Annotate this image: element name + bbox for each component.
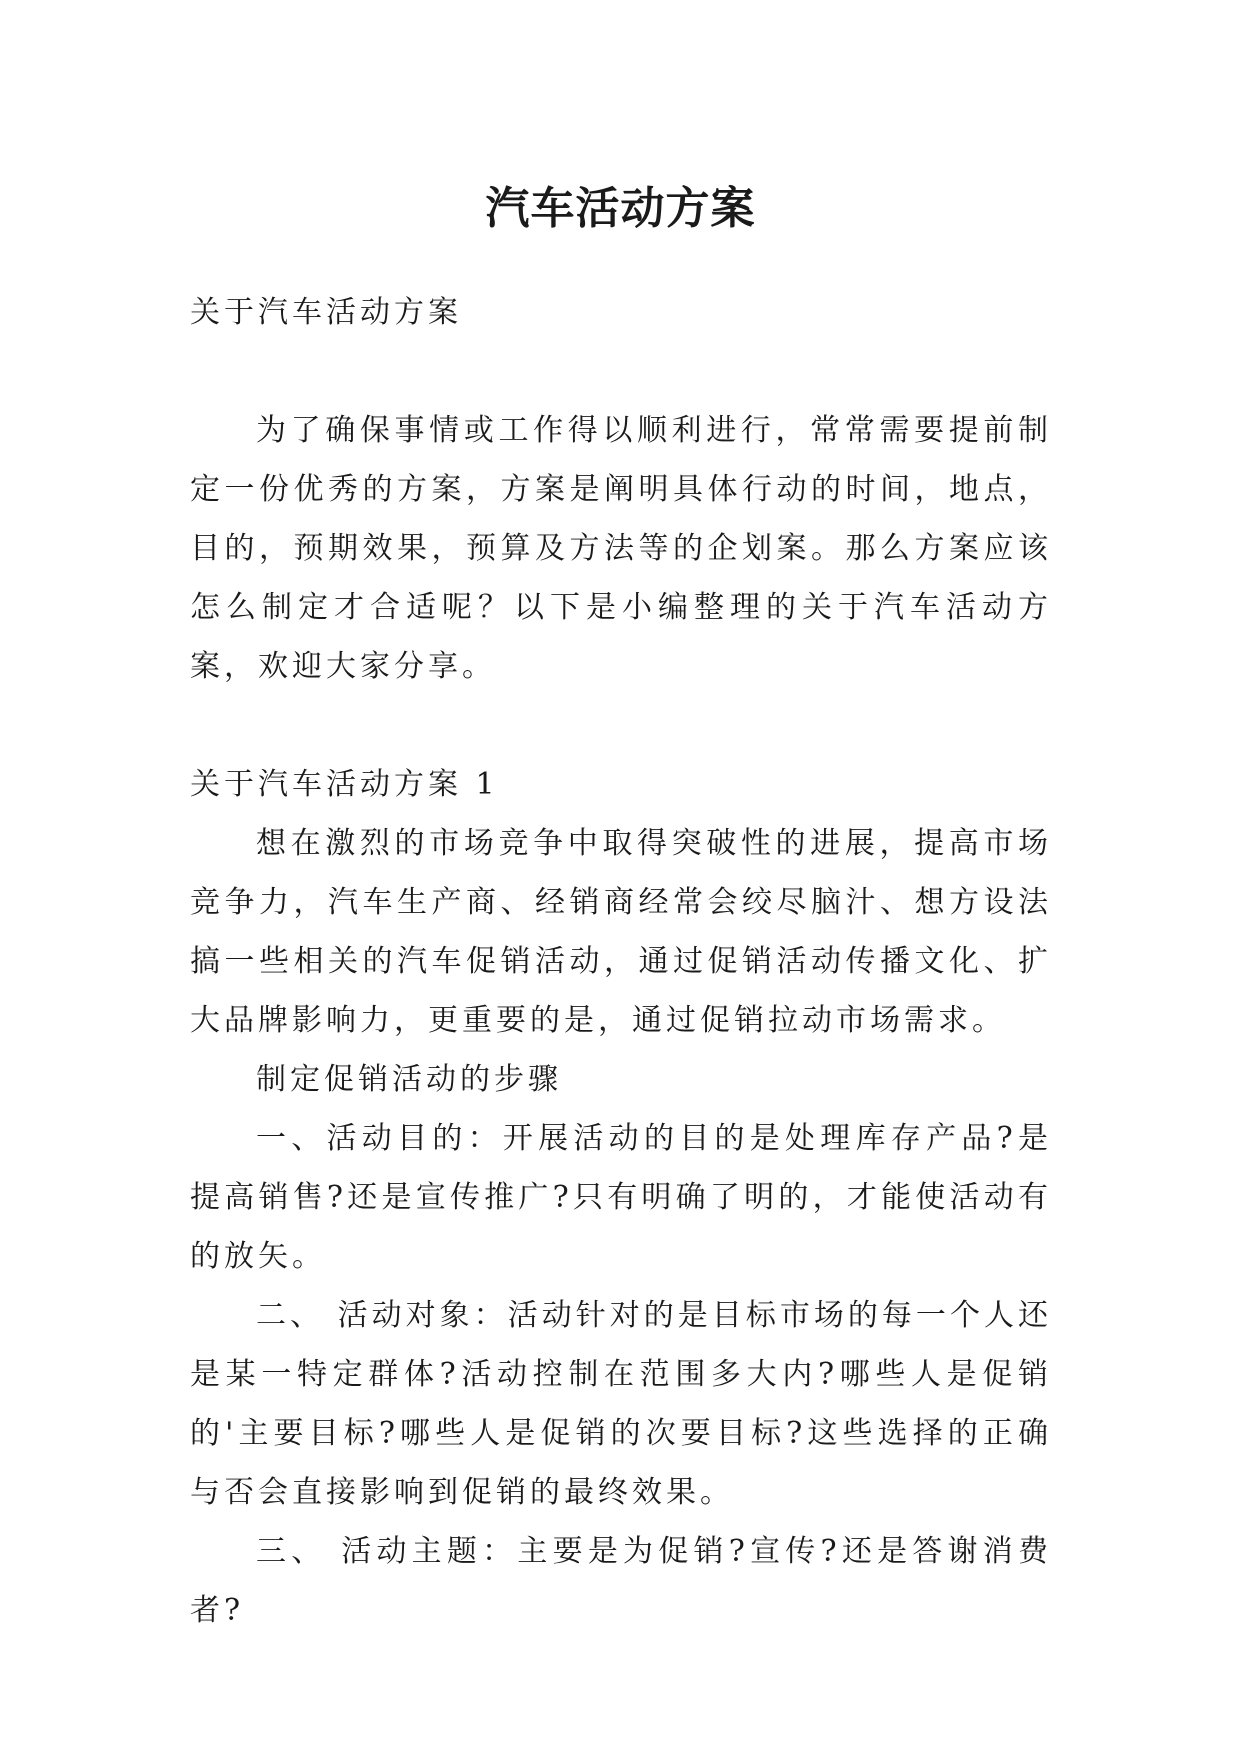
document-body [190, 283, 1052, 1640]
intro-paragraph: 为了确保事情或工作得以顺利进行，常常需要提前制定一份优秀的方案，方案是阐明具体行动的时间，地点，目的，预期效果，预算及方法等的企划案。那么方案应该怎么制定才合适呢？以下是小编整理的关于汽车活动方案，欢迎大家分享。 [190, 413, 1052, 684]
spacer [190, 342, 1052, 401]
section-heading: 关于汽车活动方案 1 [190, 767, 499, 802]
spacer [190, 696, 1052, 755]
body-paragraph: 一、活动目的：开展活动的目的是处理库存产品?是提高销售?还是宣传推广?只有明确了明的，才能使活动有的放矢。 [190, 1121, 1052, 1274]
body-paragraph: 二、 活动对象：活动针对的是目标市场的每一个人还是某一特定群体?活动控制在范围多大内?哪些人是促销的'主要目标?哪些人是促销的次要目标?这些选择的正确与否会直接影响到促销的最终效果。 [190, 1298, 1052, 1510]
body-paragraph: 想在激烈的市场竞争中取得突破性的进展，提高市场竞争力，汽车生产商、经销商经常会绞尽脑汁、想方设法搞一些相关的汽车促销活动，通过促销活动传播文化、扩大品牌影响力，更重要的是，通过促销拉动市场需求。 [190, 826, 1052, 1038]
body-paragraph: 三、 活动主题：主要是为促销?宣传?还是答谢消费者? [190, 1534, 1052, 1628]
document-title: 汽车活动方案 [485, 183, 756, 235]
body-paragraph: 制定促销活动的步骤 [256, 1062, 562, 1097]
intro-heading: 关于汽车活动方案 [190, 295, 462, 330]
